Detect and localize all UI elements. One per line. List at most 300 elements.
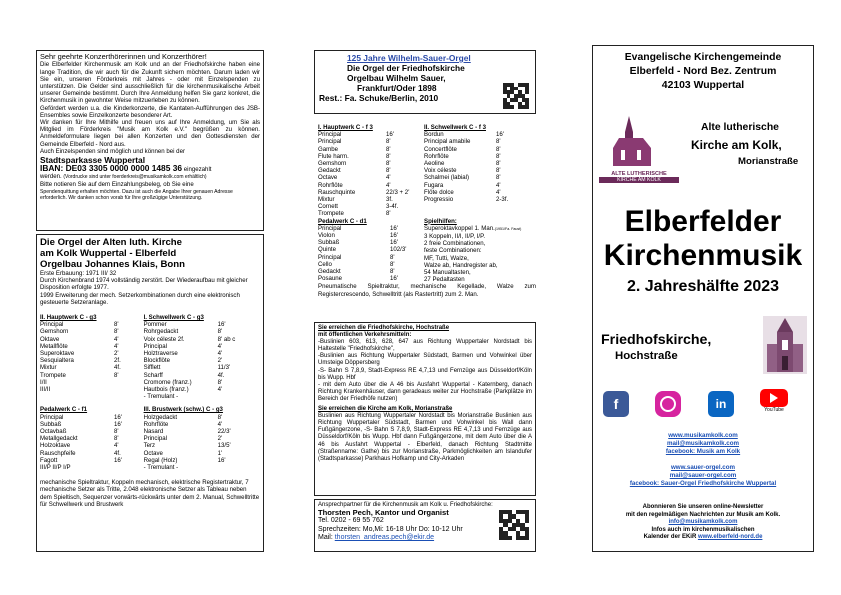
stop-pitch: 16' (386, 131, 394, 139)
stop-name: Posaune (318, 275, 343, 283)
kolk-church-logo (599, 116, 679, 186)
organ-stop (144, 464, 260, 471)
sauer-ped-heading: Pedalwerk C - d1 (318, 217, 367, 225)
stop-pitch: 8' (114, 328, 119, 336)
organ-stop (40, 421, 144, 428)
stop-name: Scharff (143, 371, 163, 379)
organ-stop (144, 343, 260, 350)
stop-name: Rohrflöte (424, 152, 449, 160)
friedhof-directions-heading: Sie erreichen die Friedhofskirche, Hochstraße (318, 325, 450, 331)
church-icon (599, 116, 679, 166)
stop-pitch: 1' (217, 449, 223, 457)
stop-pitch: 8' (496, 167, 501, 175)
stop-pitch: 8' (114, 321, 119, 329)
donation-text: Auch Einzelspenden sind möglich und können bei der (40, 147, 185, 155)
organ-stop (40, 386, 144, 393)
sauer-hw-heading: I. Hauptwerk C - f 3 (318, 124, 373, 131)
iban-tail: eingezahlt (182, 166, 212, 174)
contact-box (314, 499, 536, 552)
stop-name: III/II (40, 386, 51, 394)
stop-pitch: 4' (496, 188, 501, 196)
stop-name: Octavbaß (40, 428, 67, 436)
stop-pitch: 11/3' (217, 364, 231, 372)
stop-pitch: 4' (114, 342, 119, 350)
stop-pitch: 22/3' (217, 428, 231, 436)
stop-name: Concertflöte (424, 145, 457, 153)
kolk-directions-heading: Sie erreichen die Kirche am Kolk, Morianstraße (318, 406, 453, 413)
stop-pitch: 8' (386, 145, 391, 153)
sauer-spielhilfen (424, 218, 536, 284)
organ-history-3: 1999 Erweiterung der mech. Setzerkombinationen durch eine elektronisch gesteuerte Setzeranlage. (40, 291, 240, 306)
organ-stop (40, 372, 144, 379)
organ-stop (40, 379, 144, 386)
calendar-label: Kalender der EKiR (643, 534, 697, 541)
organ-stop (144, 393, 260, 400)
stop-name: Flute harm. (318, 152, 349, 160)
organ-stop (318, 160, 424, 167)
spielhilfe-item: feste Combinationen: (424, 247, 482, 255)
werden-text: werden. (40, 173, 64, 181)
stop-name: Cello (318, 260, 332, 268)
organ-stop (40, 336, 144, 343)
organ-stop (144, 435, 260, 442)
stop-pitch: 22/3 + 2' (386, 188, 410, 196)
stop-pitch: 16' (390, 239, 398, 247)
congregation-district: Elberfeld - Nord Bez. Zentrum (629, 66, 777, 77)
funding-text: Gefördert werden u.a. die Kinderkonzerte, die Kantaten-Aufführungen des JSB-Ensembles sowie Einzelkonzerte besonderer Art. (40, 104, 260, 119)
stop-pitch: 4' (114, 335, 119, 343)
stop-name: Blockflöte (143, 357, 171, 365)
stop-name: Sesquialtera (40, 357, 74, 365)
organ-stop (318, 146, 424, 153)
calendar-line-1: Infos auch im kirchenmusikalischen (651, 526, 755, 533)
stop-name: Fagott (40, 456, 58, 464)
newsletter-mail[interactable]: info@musikamkolk.com (668, 519, 738, 526)
stop-name: Subbaß (40, 420, 62, 428)
stop-pitch: 16' (114, 413, 122, 421)
organ-stop (424, 182, 536, 189)
organ-stop (424, 131, 536, 138)
stop-name: Principal (318, 138, 342, 146)
anniversary-title: 125 Jahre Wilhelm-Sauer-Orgel (347, 53, 471, 63)
stop-name: Flöte dolce (424, 188, 454, 196)
stop-name: Bordun (424, 131, 444, 139)
organ-stop (318, 167, 424, 174)
kolk-links (593, 432, 813, 456)
stop-pitch: 8' (114, 428, 119, 436)
stop-name: Principal amabile (424, 138, 471, 146)
web-link[interactable]: mail@musikamkolk.com (666, 440, 740, 447)
organ-stop (144, 450, 260, 457)
stop-pitch: 4' (386, 174, 391, 182)
organ-stop (144, 457, 260, 464)
stop-pitch: 4' (386, 181, 391, 189)
iban: IBAN: DE03 3305 0000 0000 1485 36 (40, 163, 183, 174)
organ-stop (424, 160, 536, 167)
organ-stop (144, 350, 260, 357)
stop-name: Principal (40, 413, 64, 421)
stop-name: Gemshorn (318, 160, 347, 168)
pedalwerk-list (40, 406, 144, 471)
stop-pitch: 8' (386, 167, 391, 175)
stop-pitch: 4' (217, 342, 223, 350)
stop-pitch: 8' (217, 378, 223, 386)
stop-name: Gambe (318, 145, 338, 153)
stop-pitch: 4' (496, 181, 501, 189)
organ-stop (318, 246, 424, 253)
directions-box (314, 322, 536, 496)
organ-stop (318, 189, 424, 196)
stop-pitch: 16' (217, 321, 226, 329)
church-name-1: Alte lutherische (701, 122, 779, 133)
logo-text-top: ALTE LUTHERISCHE (611, 171, 667, 177)
friedhof-name: Friedhofskirche, (601, 332, 712, 348)
organ-stop (144, 372, 260, 379)
organ-stop (318, 232, 424, 239)
organ-stop (318, 261, 424, 268)
organ-stop (144, 364, 260, 371)
organ-stop (40, 328, 144, 335)
organ-stop (40, 350, 144, 357)
cover-panel (592, 45, 814, 552)
stop-name: Principal (143, 342, 167, 350)
kolk-directions-text: Buslinien aus Richtung Wuppertaler Nordstadt bis Morianstraße Buslinien aus Richtung Wuppertaler Südstadt, Barmen und Vohwinkel bis Wall dann Fußgängerzone, -S- Bahn S 7,8,9, Stadt-Express RE 4,7,13 und Fernzüge aus Düsseldorf/Köln bis Wupp. Hbf dann Fußgängerzone, mit dem Auto über die A 46 bis Ausfahrt Wuppertal - Elberfeld, danach Richtung Stadtmitte (Straßenname: Gathe) bis zur Morianstraße, Parkmöglichkeiten am Islandufer (Stadtsparkasse) Parkhaus Hofkamp und City-Arkaden (318, 413, 532, 462)
sauer-links (593, 464, 813, 488)
youtube-icon[interactable] (758, 389, 790, 413)
organ-stop (144, 386, 260, 393)
organ-stop (144, 428, 260, 435)
organ-stop (144, 328, 260, 335)
stop-name: Principal (143, 435, 167, 443)
builder-place: Frankfurt/Oder 1898 (357, 83, 437, 93)
contact-name: Thorsten Pech, Kantor und Organist (318, 508, 449, 517)
stop-name: Aeoline (424, 160, 445, 168)
stop-name: Violon (318, 232, 335, 240)
organ-title-1: Die Orgel der Alten luth. Kirche (40, 237, 182, 248)
stop-pitch: 4f. (114, 449, 121, 457)
car-info: - mit dem Auto über die A 46 bis Ausfahrt Wuppertal - Katernberg, danach Richtung Krankenhäuser, dann geradeaus weiter zur Hochstraße (Parkplätze im Bereich der Friedhöfe nutzen) (318, 381, 532, 402)
stop-name: Fugara (424, 181, 444, 189)
stop-pitch: 4f. (114, 364, 121, 372)
stop-pitch: 8' (496, 145, 501, 153)
stop-pitch: 2' (217, 357, 223, 365)
stop-name: Cornett (318, 203, 338, 211)
stop-name: Progressio (424, 196, 454, 204)
stop-pitch: 8' (386, 138, 391, 146)
contact-phone: Tel. 0202 - 69 55 762 (318, 517, 384, 524)
kolk-organ-box (36, 234, 264, 552)
form-note-small: (Vordrucke sind unter foerderkreis@musikamkolk.com erhältlich) (63, 174, 207, 181)
stop-pitch: 4f. (217, 371, 225, 379)
train-info: -S- Bahn S 7,8,9, Stadt-Express RE 4,7,13 und Fernzüge aus Düsseldorf/Köln bis Wupp. Hbf (318, 367, 532, 381)
organ-stop (40, 414, 144, 421)
stop-pitch: 8' (386, 152, 391, 160)
facebook-icon[interactable]: f (603, 391, 629, 417)
sauer-organ-header (314, 50, 536, 114)
stop-name: Schalmei (labial) (424, 174, 470, 182)
stop-name: Sifflett (143, 364, 161, 372)
organ-history-1: Erste Erbauung: 1971 III/ 32 (40, 270, 117, 277)
stop-name: Mixtur (318, 196, 335, 204)
stop-name: Holzoktave (40, 442, 71, 450)
organ-stop (40, 442, 144, 449)
organ-stop (318, 254, 424, 261)
organ-stop (40, 435, 144, 442)
organ-stop (318, 225, 424, 232)
organ-stop (424, 146, 536, 153)
organ-stop (424, 167, 536, 174)
stop-name: Hautbois (franz.) (143, 386, 189, 394)
pedalwerk-heading: Pedalwerk C - f1 (40, 406, 88, 414)
web-link[interactable]: facebook: Sauer-Orgel Friedhofskirche Wuppertal (629, 480, 777, 487)
greeting: Sehr geehrte Konzerthörerinnen und Konzerthörer! (40, 52, 207, 61)
stop-name: Rauschquinte (318, 188, 356, 196)
stop-pitch: 13/5' (217, 442, 231, 450)
spielhilfe-item: 3 Koppeln, II/I, II/P, I/P. (424, 233, 486, 241)
stop-name: Terz (143, 442, 156, 450)
stop-pitch: 8' (217, 413, 223, 421)
intro-text: Die Elberfelder Kirchenmusik am Kolk und an der Friedhofskirche haben eine lange Tradition, die wir auch für die Zukunft sichern möchten. Darum laden wir Sie ein, unseren Förderkreis mit Jahres - oder mit Einzelspenden zu unterstützen. Die Gelder sind ausschließlich für die kirchenmusikalische Arbeit unserer Gemeinde bestimmt. Durch Ihre Anmeldung helfen Sie ganz konkret, die Kirchenmusik in gewohnter Weise mitzuerleben zu können. (40, 61, 260, 105)
sauer-pedalwerk (318, 218, 424, 284)
stop-name: Gemshorn (40, 328, 69, 336)
organ-stop (318, 182, 424, 189)
stop-name: Metallgedackt (40, 435, 78, 443)
organ-stop (40, 450, 144, 457)
organ-stop (144, 414, 260, 421)
organ-stop (40, 457, 144, 464)
form-note (40, 173, 260, 181)
friedhof-church-icon (763, 316, 807, 374)
organ-stop (144, 336, 260, 343)
stop-name: Quinte (318, 246, 336, 254)
spielhilfe-item: 54 Manualtasten, (424, 269, 471, 277)
stop-pitch: 16' (390, 224, 398, 232)
organ-stop (40, 364, 144, 371)
spielhilfe-item: MF, Tutti, Walze, (424, 254, 469, 262)
sauer-schwellwerk (424, 124, 536, 218)
bank-name: Stadtsparkasse Wuppertal (40, 155, 146, 166)
friedhof-street: Hochstraße (615, 350, 678, 362)
stop-pitch: 16' (114, 456, 122, 464)
web-link[interactable]: www.sauer-orgel.com (670, 464, 736, 471)
stop-pitch: 8' (390, 268, 395, 276)
membership-text: Wir danken für Ihre Mithilfe und freuen uns auf Ihre Anmeldung, um Sie als Mitglied im Förderkreis "Musik am Kolk e.V." begrüßen zu können. Anmeldeformulare liegen bei allen Konzerten und den Gottesdiensten der Gemeinde Elberfeld - Nord aus. (40, 119, 260, 148)
stop-name: Gedackt (318, 268, 341, 276)
bus-south: -Buslinien aus Richtung Wuppertaler Südstadt, Barmen und Vohwinkel über Umsteige Döppersberg (318, 353, 532, 367)
stop-pitch: 16' (217, 456, 226, 464)
stop-name: Gedackt (318, 167, 341, 175)
organ-stop (144, 357, 260, 364)
stop-name: Rauschpfeife (40, 449, 76, 457)
calendar-link[interactable]: www.elberfeld-nord.de (697, 534, 763, 541)
organ-stop (424, 189, 536, 196)
friedhof-organ-title: Die Orgel der Friedhofskirche (347, 63, 465, 73)
organ-history-2: Durch Kirchenbrand 1974 vollständig zerstört. Der Wiederaufbau mit gleicher Disposition erfolgte 1977. (40, 277, 248, 292)
organ-stop (318, 268, 424, 275)
brustwerk-heading: III. Brustwerk (schw.) C - g3 (143, 406, 223, 414)
stop-pitch: 16' (390, 275, 398, 283)
youtube-label: YouTube (764, 407, 784, 413)
organ-stop (424, 153, 536, 160)
qr-code-contact[interactable] (499, 510, 529, 540)
stop-name: Octave (318, 174, 338, 182)
congregation-city: 42103 Wuppertal (661, 80, 745, 91)
organ-stop (318, 131, 424, 138)
iban-line (40, 165, 260, 173)
stop-pitch: 4' (217, 420, 223, 428)
main-title-2: Kirchenmusik (603, 239, 803, 272)
web-link[interactable]: www.musikamkolk.com (668, 432, 738, 439)
contact-mail-link[interactable]: thorsten_andreas.pech@ekir.de (334, 534, 435, 542)
stop-pitch: 8' (496, 138, 501, 146)
stop-name: Principal (318, 131, 342, 139)
stop-pitch: 2' (217, 435, 223, 443)
logo-text-bottom: KIRCHE AM KOLK (599, 177, 679, 183)
organ-stop (144, 379, 260, 386)
stop-name: Holzgedackt (143, 413, 178, 421)
stop-name: Subbaß (318, 239, 340, 247)
stop-pitch: 102/3' (390, 246, 407, 254)
organ-stop (40, 428, 144, 435)
contact-hours: Sprechzeiten: Mo,Mi: 16-18 Uhr Do: 10-12 Uhr (318, 525, 463, 533)
stop-name: Regal (Holz) (143, 456, 178, 464)
spielhilfe-item: 27 Pedaltasten (424, 276, 465, 284)
restoration-line: Rest.: Fa. Schuke/Berlin, 2010 (319, 93, 439, 103)
schwellwerk-heading: I. Schwellwerk C - g3 (143, 314, 204, 322)
qr-code-sauer[interactable] (503, 83, 529, 109)
mail-label: Mail: (318, 534, 335, 542)
church-street: Morianstraße (738, 156, 799, 167)
organ-stop (318, 153, 424, 160)
stop-name: Rohrflöte (143, 420, 169, 428)
organ-stop (424, 138, 536, 145)
stop-pitch: 8' (390, 260, 395, 268)
calendar-line-2 (593, 534, 813, 542)
receipt-small: Spendenquittung erhalten möchten. Dazu ist auch die Angabe Ihrer genauen Adresse erforderlich. Wir danken schon vorab für Ihre großzügige Unterstützung. (40, 188, 233, 201)
main-title-1: Elberfelder (624, 205, 782, 238)
newsletter-info (593, 504, 813, 542)
stop-pitch: 8' (386, 210, 391, 218)
spielhilfe-item: 2 freie Combinationen, (424, 240, 486, 248)
organ-features: mechanische Spieltraktur, Koppeln mechanisch, elektrische Registertraktur, 7 mechanische Setzer als Tritte, 2.048 elektronische Setzer als Tableau neben dem Spieltisch, Sequenzer vorwärts-rückwärts unter dem 2. Manual, Schwelltritte für Schwellwerk und Brustwerk (40, 479, 260, 508)
hauptwerk-heading: II. Hauptwerk C - g3 (40, 314, 97, 322)
spielhilfe-item: Walze ab, Handregister ab, (424, 261, 498, 269)
stop-pitch: 8' (496, 160, 501, 168)
stop-pitch: 8' (217, 328, 223, 336)
stop-pitch: 4' (217, 350, 223, 358)
church-name-2: Kirche am Kolk, (691, 138, 782, 152)
stop-name: - Tremulant - (143, 464, 179, 472)
organ-stop (40, 357, 144, 364)
stop-pitch: 16' (496, 131, 504, 139)
stop-pitch: 8' (114, 371, 119, 379)
organ-stop (144, 421, 260, 428)
stop-pitch: 16' (114, 420, 122, 428)
spielhilfen-heading: Spielhilfen: (424, 217, 457, 225)
spielhilfe-item: Superoktavkoppel 1. Man.(1951/Fa. Faust) (424, 224, 522, 232)
web-link[interactable]: mail@sauer-orgel.com (669, 472, 737, 479)
sauer-disposition (318, 124, 536, 298)
stop-name: III/P II/P I/P (40, 464, 71, 472)
spielhilfe-note: (1951/Fa. Faust) (494, 226, 522, 231)
organ-stop (318, 196, 424, 203)
stop-name: - Tremulant - (143, 393, 179, 401)
stop-pitch: 8' (114, 435, 119, 443)
organ-title-2: am Kolk Wuppertal - Elberfeld (40, 248, 177, 259)
stop-name: Trompete (40, 371, 66, 379)
organ-stop (318, 275, 424, 282)
schwellwerk-list (144, 314, 260, 400)
stop-pitch: 8' ab c (217, 335, 236, 343)
organ-stop (40, 343, 144, 350)
organ-stop (318, 174, 424, 181)
web-link[interactable]: facebook: Musik am Kolk (665, 448, 741, 455)
bus-north: -Buslinien 603, 613, 628, 647 aus Richtung Wuppertaler Nordstadt bis Haltestelle "Friedhofskirche", (318, 339, 532, 353)
stop-name: Voix céleste (424, 167, 457, 175)
stop-name: Oktave (40, 335, 60, 343)
stop-name: Principal (318, 224, 342, 232)
stop-pitch: 3f. (386, 196, 393, 204)
stop-name: Pommer (143, 321, 167, 329)
stop-name: Holztraverse (143, 350, 178, 358)
stop-pitch: 8' (386, 160, 391, 168)
organ-stop (318, 239, 424, 246)
stop-name: Principal (318, 253, 342, 261)
stop-pitch: 2' (114, 350, 119, 358)
stop-name: I/II (40, 378, 47, 386)
stop-name: Trompete (318, 210, 344, 218)
stop-name: Nasard (143, 428, 164, 436)
stop-pitch: 2f. (114, 357, 121, 365)
stop-name: Cromorne (franz.) (143, 378, 192, 386)
organ-stop (318, 203, 424, 210)
stop-name: Voix céleste 2f. (143, 335, 185, 343)
newsletter-line-1: Abonnieren Sie unseren online-Newsletter (642, 504, 764, 510)
stop-name: Octave (143, 449, 163, 457)
organ-stop (144, 321, 260, 328)
organ-builder: Orgelbau Johannes Klais, Bonn (40, 259, 185, 270)
organ-stop (424, 196, 536, 203)
organ-stop (40, 464, 144, 471)
stop-name: Superoktave (40, 350, 75, 358)
instagram-icon[interactable] (655, 391, 681, 417)
builder-line: Orgelbau Wilhelm Sauer, (347, 73, 446, 83)
contact-intro: Ansprechpartner für die Kirchenmusik am Kolk u. Friedhofskirche: (318, 502, 493, 508)
newsletter-line-2: mit den regelmäßigen Nachrichten zur Musik am Kolk. (625, 511, 781, 518)
stop-name: Rohrflöte (318, 181, 343, 189)
organ-stop (318, 138, 424, 145)
stop-pitch: 16' (390, 232, 398, 240)
sauer-sw-heading: II. Schwellwerk C - f 3 (424, 124, 486, 131)
public-transport-heading: mit öffentlichen Verkehrsmitteln: (318, 332, 412, 339)
sauer-features: Pneumatische Spieltraktur, mechanische Kegellade, Walze zum Registercrescendo, Schwelltritt (als Rastertritt) zum 2. Man. (318, 283, 536, 298)
congregation-name: Evangelische Kirchengemeinde (624, 52, 782, 63)
stop-name: Metallflöte (40, 342, 68, 350)
sauer-hauptwerk (318, 124, 424, 218)
receipt-text: Bitte notieren Sie auf dem Einzahlungsbeleg, ob Sie eine (40, 181, 194, 189)
stop-name: Mixtur (40, 364, 57, 372)
linkedin-icon[interactable]: in (708, 391, 734, 417)
stop-pitch: 8' (496, 152, 501, 160)
season-title: 2. Jahreshälfte 2023 (626, 278, 780, 295)
stop-pitch: 2-3f. (496, 196, 509, 204)
foerderkreis-box (36, 50, 264, 231)
organ-stop (144, 442, 260, 449)
hauptwerk-list (40, 314, 144, 400)
stop-pitch: 4' (114, 442, 119, 450)
stop-pitch: 8' (390, 253, 395, 261)
organ-stop (424, 174, 536, 181)
